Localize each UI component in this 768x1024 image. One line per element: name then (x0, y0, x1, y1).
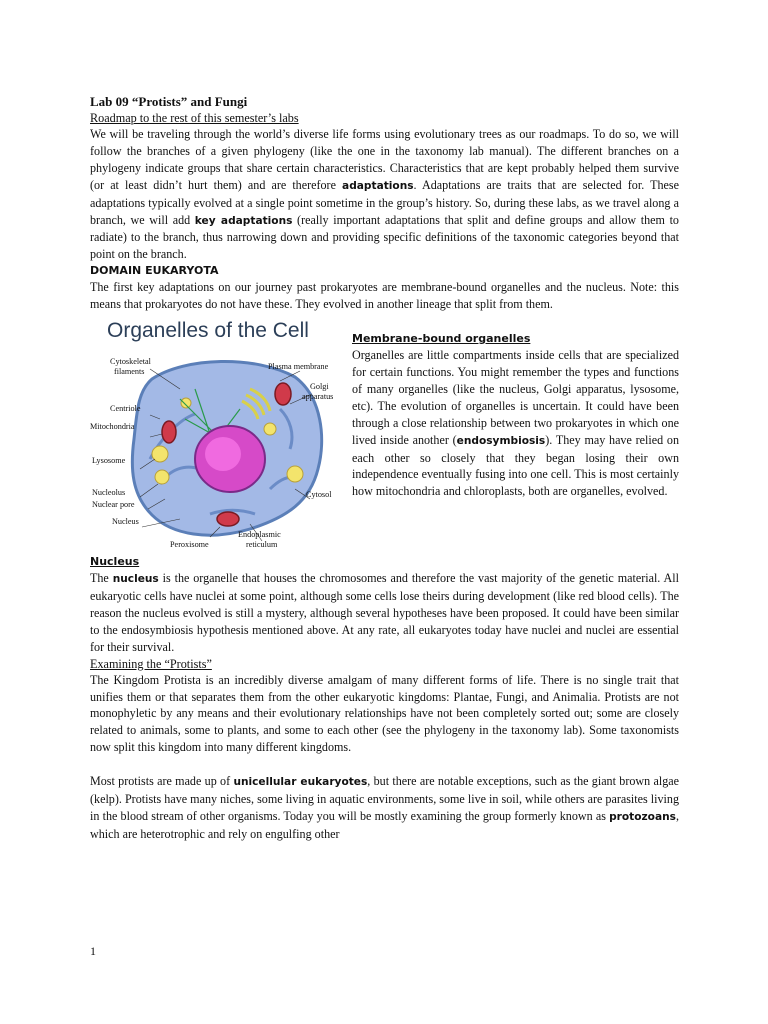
mitochondrion-2 (275, 383, 291, 405)
label-golgi-1: Golgi (310, 382, 329, 392)
protists-paragraph: The Kingdom Protista is an incredibly diverse amalgam of many different forms of life. There is no single trait that unifies them or that separates them from the other eukaryotic kingdoms: Plantae, Fungi, and Animalia. Protists are not monophyletic by any means and their evolutionary relationships have not been completely sorted out; some are closely related to animals, some to plants, and some to each other (see the phylogeny in the taxonomy lab). Some taxonomists now split this kingdom into many different kingdoms. (90, 672, 679, 755)
page-number: 1 (90, 944, 96, 958)
label-golgi-2: apparatus (302, 392, 334, 402)
nucleolus-shape (205, 437, 241, 471)
roadmap-paragraph (90, 126, 679, 263)
protists-text-1: Most protists are made up of (90, 774, 234, 789)
protists-paragraph-2 (90, 773, 679, 843)
term-endosymbiosis: endosymbiosis (456, 434, 546, 447)
lysosome-2 (155, 470, 169, 484)
label-nuclear-pore: Nuclear pore (92, 500, 135, 510)
mitochondrion-3 (217, 512, 239, 526)
label-lysosome: Lysosome (92, 456, 126, 466)
eukaryota-heading: DOMAIN EUKARYOTA (90, 264, 219, 278)
page-content (90, 93, 679, 843)
roadmap-text-3: (really important adaptations that split and define groups and allow them to radiate) to the branch, thus narrowing down and providing specific definitions of the taxonomic categories beyond that point on the branch. (90, 212, 679, 262)
term-unicellular-eukaryotes: unicellular eukaryotes (233, 776, 368, 789)
label-plasma-membrane: Plasma membrane (268, 362, 329, 372)
organelles-paragraph (352, 347, 679, 500)
protists-text-2: , but there are notable exceptions, such as the giant brown algae (kelp). Protists have many niches, some living in aquatic environments, some live in soil, while others are parasites living in the blood stream of other organisms. Today you will be mostly examining the group formerly known as (90, 774, 679, 823)
label-peroxisome: Peroxisome (170, 540, 209, 550)
mitochondrion-1 (162, 421, 176, 443)
figure-row (90, 319, 679, 554)
roadmap-text-1: We will be traveling through the world’s diverse life forms using evolutionary trees as our roadmaps. To do so, we will follow the branches of a given phylogeny (like the one in the taxonomy lab manual). The different branches on a phylogeny indicate groups that share certain characteristics. Characteristics that are kept probably helped them survive (or at least didn’t hurt them) and are therefore (90, 127, 679, 192)
organelles-heading: Membrane-bound organelles (352, 332, 531, 346)
label-er-2: reticulum (246, 540, 278, 550)
nucleus-paragraph (90, 570, 679, 656)
term-nucleus: nucleus (112, 573, 159, 586)
label-cytoskeletal-2: filaments (114, 367, 145, 377)
nucleus-text-2: is the organelle that houses the chromosomes and therefore the vast majority of the genetic material. All eukaryotic cells have nuclei at some point, although some cells lose theirs during development (like red blood cells). The reason the nucleus evolved is still a mystery, although several hypotheses have been proposed. It could have been similar to the endosymbiosis hypothesis mentioned above. At any rate, all eukaryotes today have nuclei and nuclei are essential for their survival. (90, 571, 680, 654)
protists-text-3: , which are heterotrophic and rely on engulfing other (90, 808, 679, 841)
term-protozoans: protozoans (609, 810, 676, 823)
label-er-1: Endoplasmic (238, 530, 281, 540)
lysosome-4 (264, 423, 276, 435)
term-key-adaptations: key adaptations (194, 214, 293, 227)
cell-diagram (90, 319, 345, 554)
label-cytosol: Cytosol (306, 490, 332, 500)
eukaryota-paragraph: The first key adaptations on our journey past prokaryotes are membrane-bound organelles and the nucleus. Note: this means that prokaryotes do not have these. They evolved in another lineage that split from them. (90, 280, 679, 312)
term-adaptations: adaptations (342, 179, 414, 192)
roadmap-text-2: . Adaptations are traits that are selected for. These adaptations typically evolved at a single point sometime in the group’s history. So, during these labs, as we travel along a branch, we will add (90, 177, 679, 227)
label-mitochondria: Mitochondria (90, 422, 135, 432)
protists-heading: Examining the “Protists” (90, 656, 212, 671)
lysosome-5 (181, 398, 191, 408)
nucleus-heading: Nucleus (90, 555, 140, 569)
roadmap-heading: Roadmap to the rest of this semester’s labs (90, 111, 299, 125)
label-cytoskeletal-1: Cytoskeletal (110, 357, 151, 367)
label-nucleus: Nucleus (112, 517, 139, 527)
label-nucleolus: Nucleolus (92, 488, 126, 498)
document-title: Lab 09 “Protists” and Fungi (90, 94, 248, 109)
figure-title: Organelles of the Cell (107, 319, 309, 343)
cell-figure (90, 319, 345, 554)
organelles-text-1: Organelles are little compartments inside cells that are specialized for certain functions. You might remember the types and functions of many organelles (like the nucleus, Golgi apparatus, lysosome, etc). The evolution of organelles is uncertain. It could have been through a close relationship between two prokaryotes in which one lived inside another ( (352, 348, 679, 447)
lysosome-3 (287, 466, 303, 482)
label-centriole: Centriole (110, 404, 141, 414)
organelles-column (352, 319, 679, 554)
organelles-text-2: ). They may have relied on each other so closely that they began losing their own independence eventually fusing into one cell. This is most certainly how mitochondria and chloroplasts, both are organelles, evolved. (352, 432, 679, 499)
nucleus-text-1: The (90, 571, 113, 586)
